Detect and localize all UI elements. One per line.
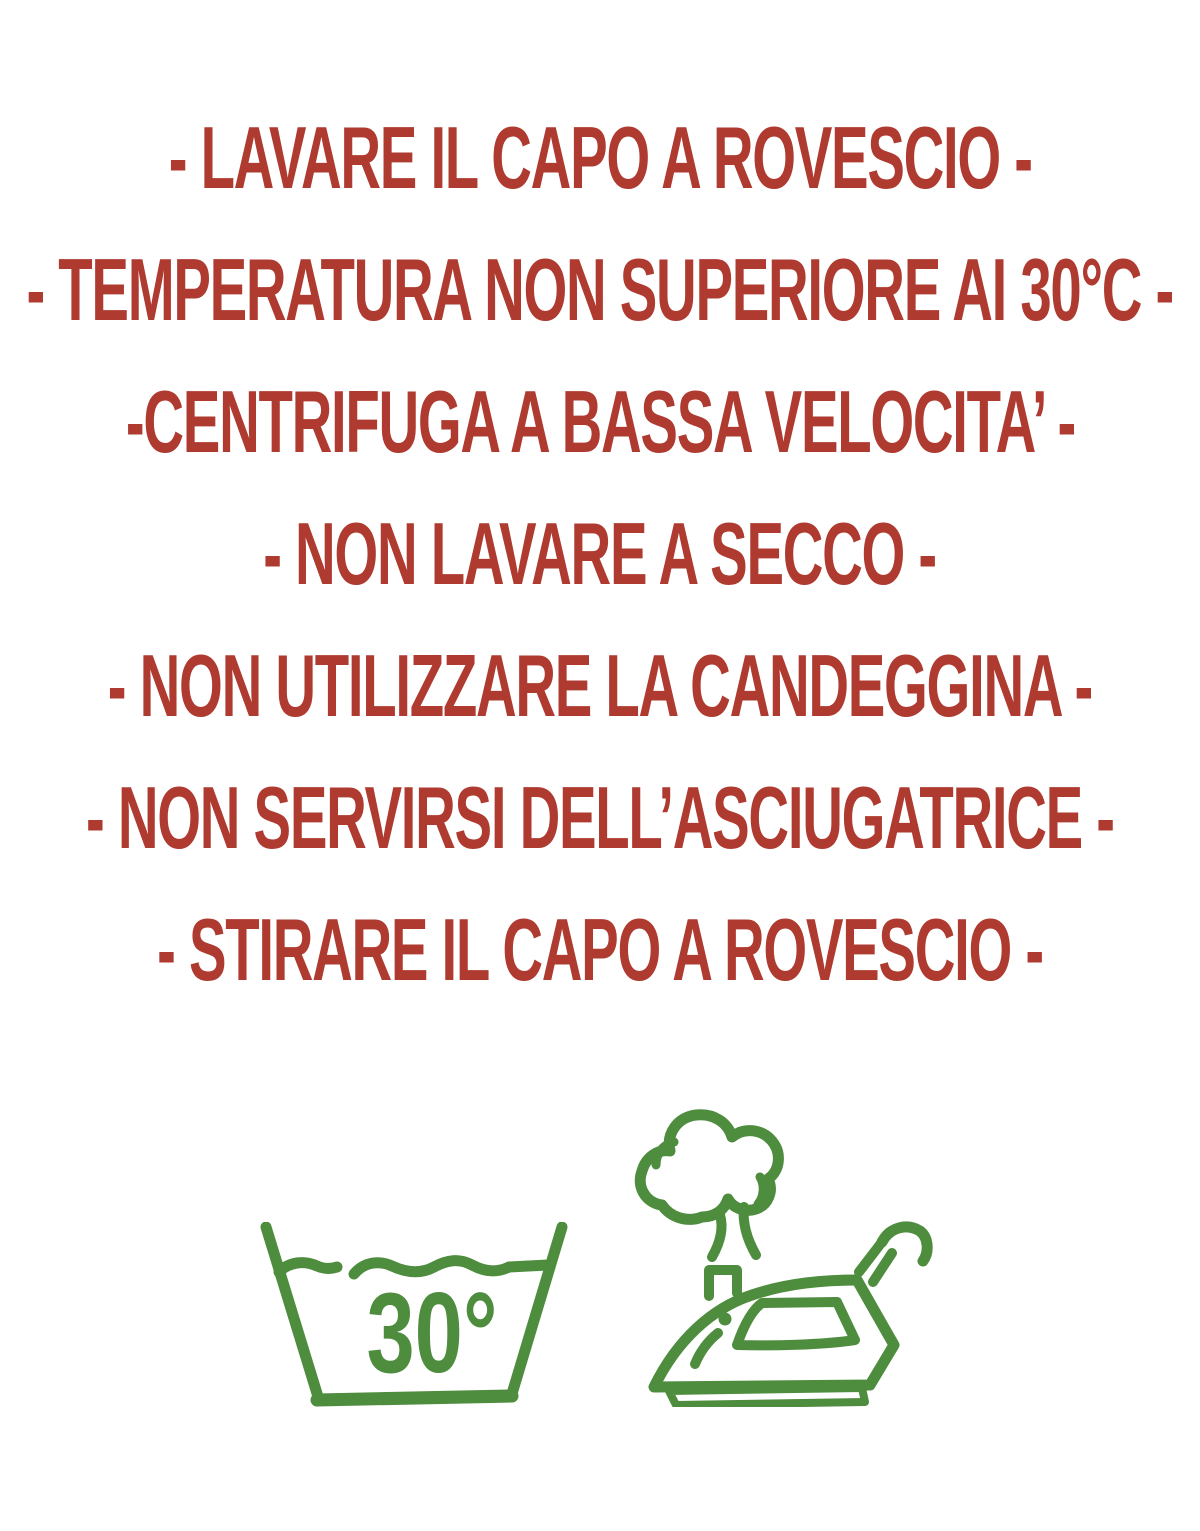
care-line-row <box>0 752 1200 884</box>
basin-right-wall <box>511 1227 562 1397</box>
care-line-wash-inside-out: - LAVARE IL CAPO A ROVESCIO - <box>168 108 1032 207</box>
iron-body <box>654 1280 894 1387</box>
iron-dash-detail <box>695 1333 718 1364</box>
iron-window <box>737 1302 855 1345</box>
care-line-no-tumble-dry: - NON SERVIRSI DELL’ASCIUGATRICE - <box>86 768 1114 867</box>
care-line-row <box>0 620 1200 752</box>
iron-dot-detail <box>718 1313 731 1326</box>
wash-basin-icon <box>259 1222 569 1407</box>
basin-water-line-left <box>279 1263 337 1272</box>
basin-left-wall <box>266 1227 319 1400</box>
care-line-row <box>0 92 1200 224</box>
iron-spout <box>709 1270 737 1296</box>
steam-cloud-inner-right <box>758 1177 763 1204</box>
care-line-no-dry-clean: - NON LAVARE A SECCO - <box>263 504 937 603</box>
care-line-temperature: - TEMPERATURA NON SUPERIORE AI 30°C - <box>26 240 1174 339</box>
steam-iron-icon <box>632 1105 942 1407</box>
care-line-no-bleach: - NON UTILIZZARE LA CANDEGGINA - <box>107 636 1093 735</box>
care-icons <box>0 1105 1200 1407</box>
care-line-iron-inside-out: - STIRARE IL CAPO A ROVESCIO - <box>157 900 1043 999</box>
iron-base <box>669 1388 865 1405</box>
steam-stem-left <box>712 1215 722 1257</box>
care-line-row <box>0 488 1200 620</box>
care-line-row <box>0 356 1200 488</box>
care-line-row <box>0 884 1200 1016</box>
care-line-spin-speed: -CENTRIFUGA A BASSA VELOCITA’ - <box>125 372 1075 471</box>
care-line-row <box>0 224 1200 356</box>
wash-temperature-label: 30° <box>365 1269 498 1397</box>
